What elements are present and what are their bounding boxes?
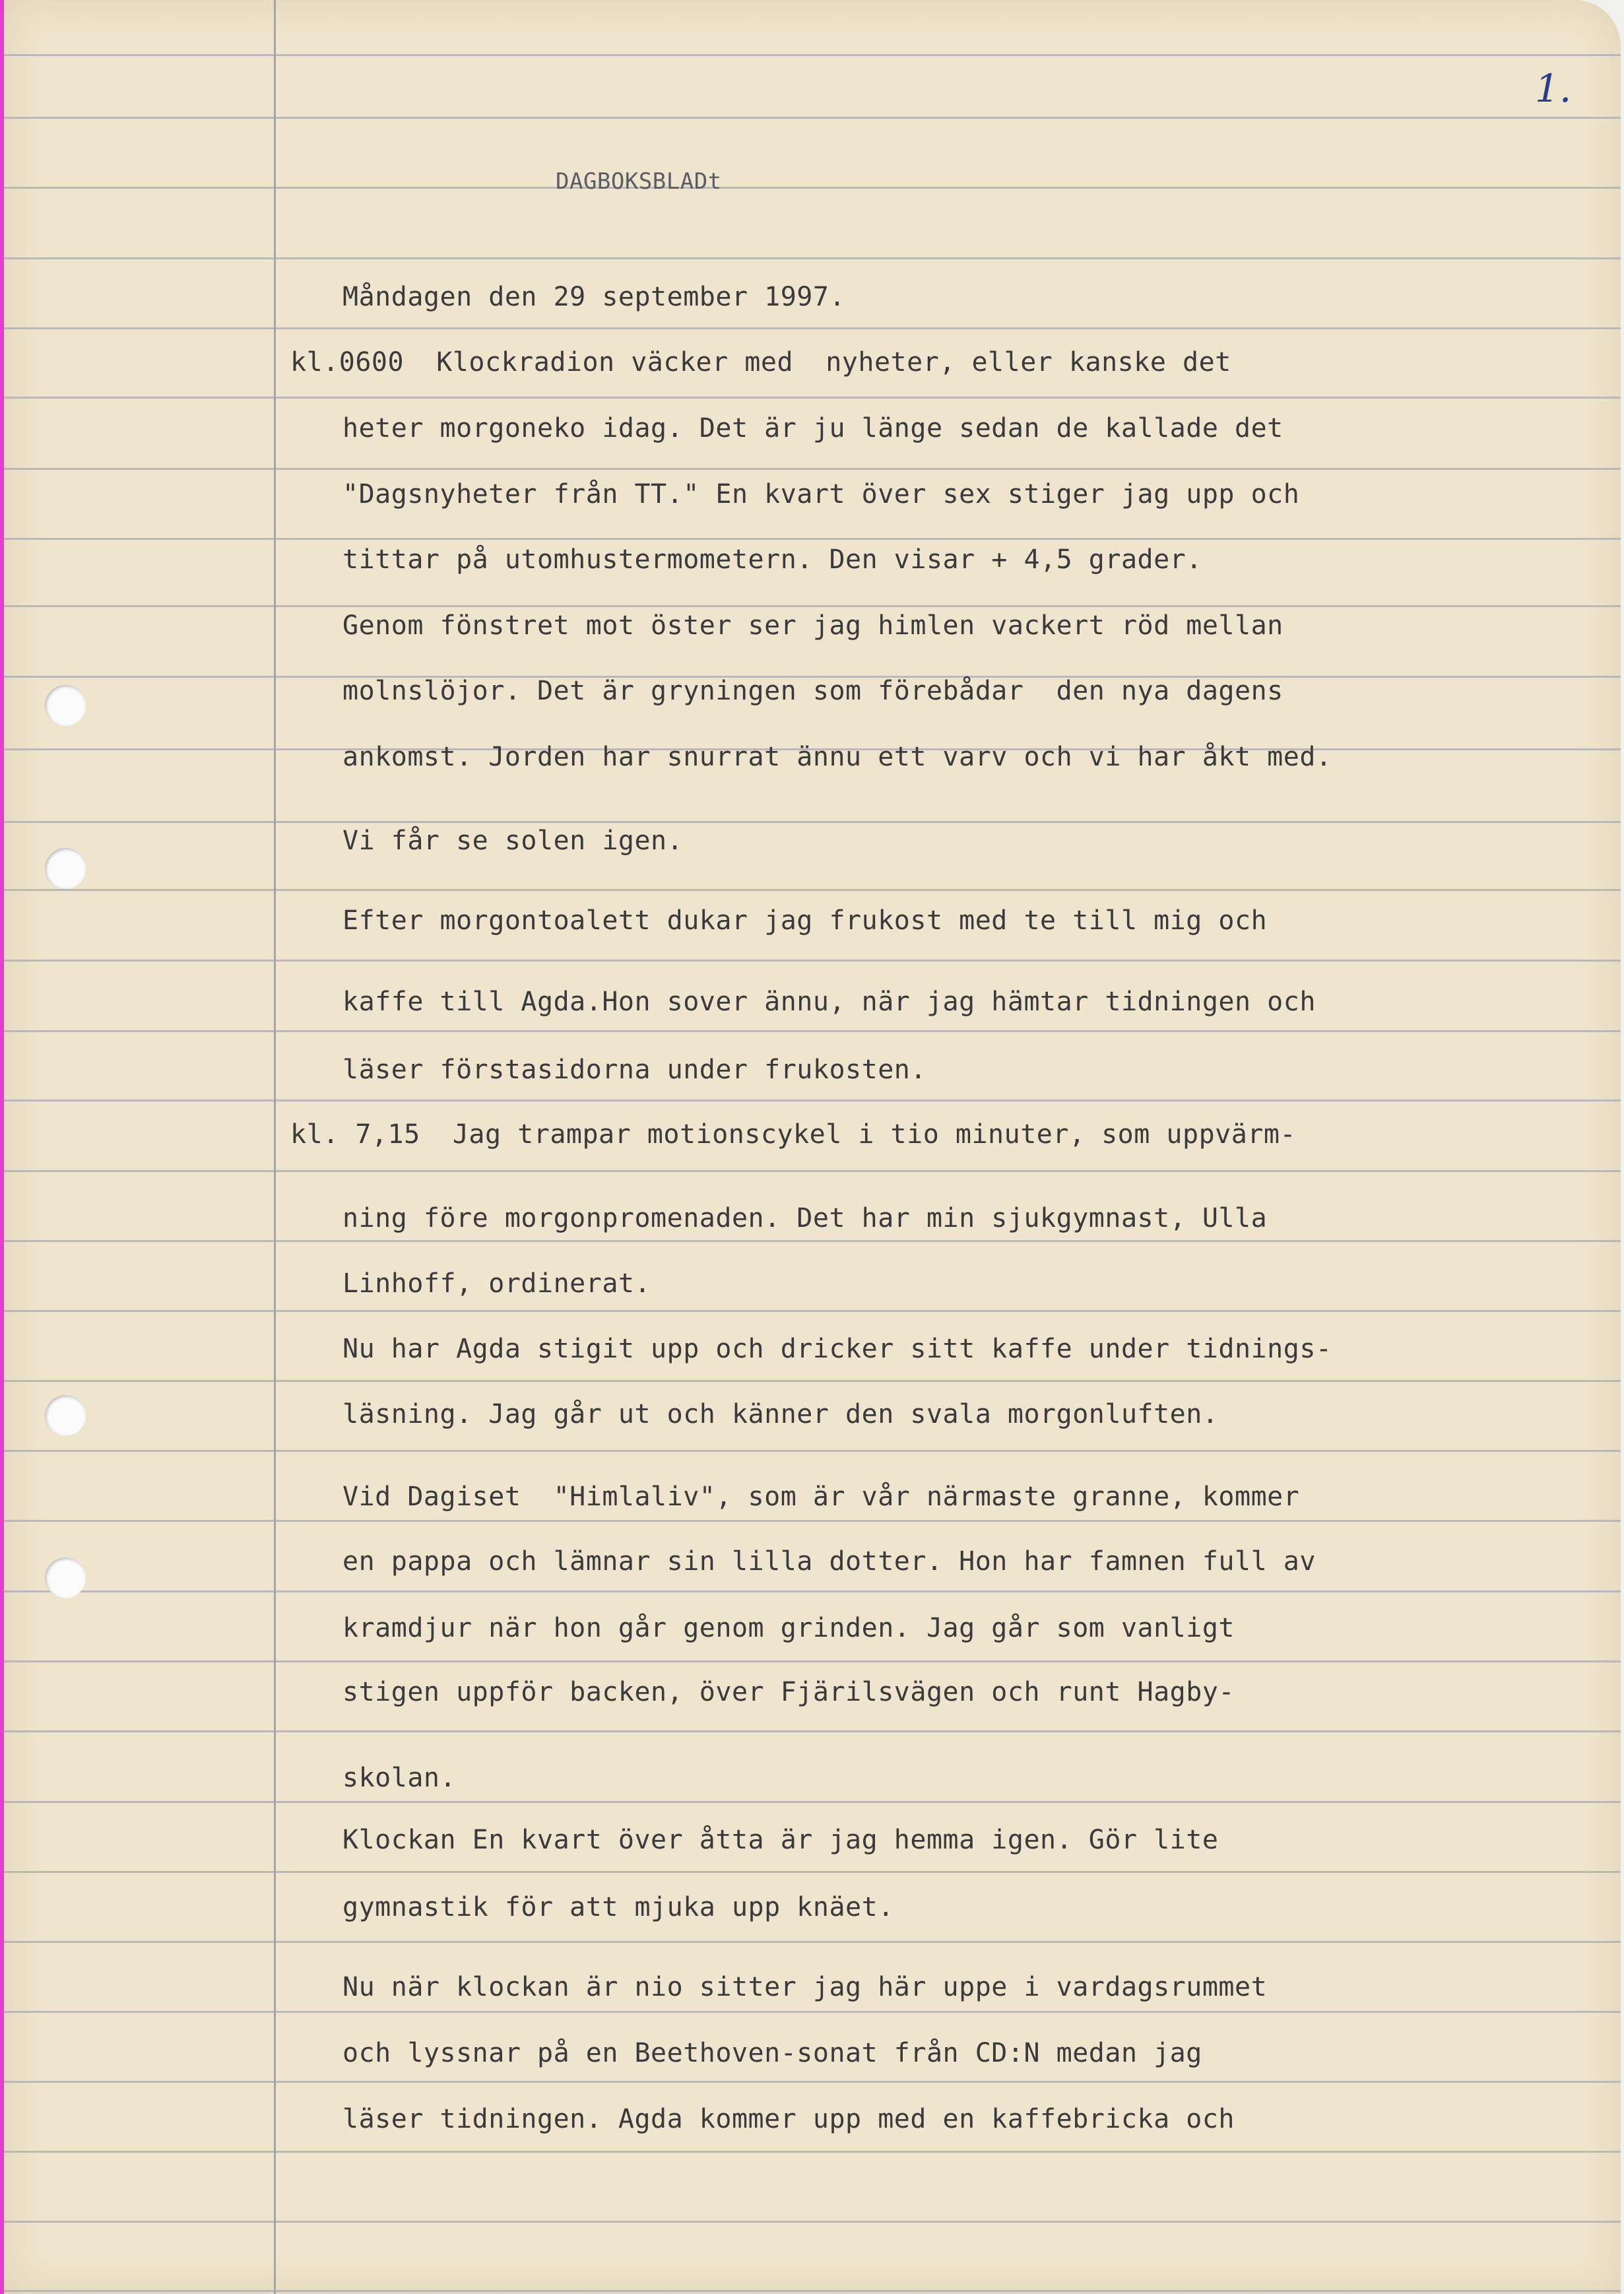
punch-hole	[45, 1395, 86, 1436]
text-line: Vid Dagiset "Himlaliv", som är vår närmaste granne, kommer	[342, 1482, 1300, 1512]
text-line: kl.0600 Klockradion väcker med nyheter, eller kanske det	[290, 347, 1231, 377]
punch-hole	[45, 1557, 86, 1598]
text-line: skolan.	[342, 1763, 457, 1793]
text-line: Klockan En kvart över åtta är jag hemma igen. Gör lite	[342, 1825, 1219, 1855]
text-line: tittar på utomhustermometern. Den visar + 4,5 grader.	[342, 544, 1202, 575]
text-line: Måndagen den 29 september 1997.	[342, 282, 846, 312]
text-line: ning före morgonpromenaden. Det har min sjukgymnast, Ulla	[342, 1203, 1268, 1233]
text-line: kaffe till Agda.Hon sover ännu, när jag hämtar tidningen och	[342, 987, 1316, 1017]
margin-line	[274, 0, 276, 2294]
text-line: Nu när klockan är nio sitter jag här uppe i vardagsrummet	[342, 1972, 1268, 2002]
text-line: Nu har Agda stigit upp och dricker sitt kaffe under tidnings-	[342, 1334, 1332, 1364]
text-line: ankomst. Jorden har snurrat ännu ett varv och vi har åkt med.	[342, 742, 1332, 772]
text-line: en pappa och lämnar sin lilla dotter. Hon har famnen full av	[342, 1546, 1316, 1577]
text-line: "Dagsnyheter från TT." En kvart över sex stiger jag upp och	[342, 479, 1300, 509]
page-number: 1.	[1535, 66, 1572, 111]
punch-hole	[45, 685, 86, 726]
diary-page	[4, 0, 1621, 2294]
text-line: läser tidningen. Agda kommer upp med en kaffebricka och	[342, 2104, 1235, 2134]
text-line: stigen uppför backen, över Fjärilsvägen och runt Hagby-	[342, 1677, 1235, 1707]
text-line: gymnastik för att mjuka upp knäet.	[342, 1892, 894, 1922]
text-line: Linhoff, ordinerat.	[342, 1268, 651, 1299]
punch-hole	[45, 848, 86, 889]
text-line: kramdjur när hon går genom grinden. Jag går som vanligt	[342, 1613, 1235, 1643]
text-line: Efter morgontoalett dukar jag frukost med te till mig och	[342, 905, 1268, 936]
text-line: läsning. Jag går ut och känner den svala morgonluften.	[342, 1399, 1219, 1429]
text-line: Genom fönstret mot öster ser jag himlen vackert röd mellan	[342, 610, 1283, 641]
text-line: Vi får se solen igen.	[342, 826, 684, 856]
page-title: DAGBOKSBLADt	[556, 168, 722, 195]
text-line: läser förstasidorna under frukosten.	[342, 1055, 926, 1085]
text-line: molnslöjor. Det är gryningen som förebådar den nya dagens	[342, 676, 1283, 706]
text-line: heter morgoneko idag. Det är ju länge sedan de kallade det	[342, 413, 1283, 443]
text-line: och lyssnar på en Beethoven-sonat från CD:N medan jag	[342, 2038, 1202, 2068]
text-line: kl. 7,15 Jag trampar motionscykel i tio minuter, som uppvärm-	[290, 1119, 1297, 1150]
